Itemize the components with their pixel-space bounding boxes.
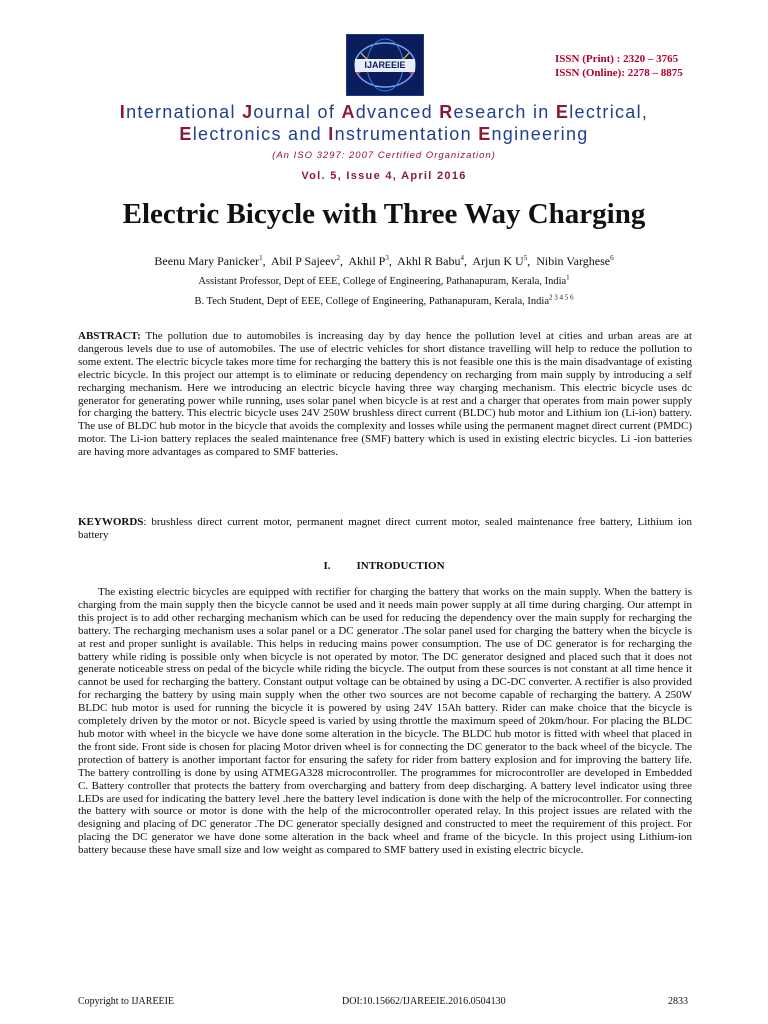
issn-print: ISSN (Print) : 2320 – 3765 [555, 53, 679, 65]
introduction-paragraph: The existing electric bicycles are equipped with rectifier for charging the battery that works on the main supply. When the battery is charging from the main supply then the bicycle cannot be used and it needs main power supply at all time during charging. Our attempt in this project is to add other recharging mechanism which can be used for reducing the dependency over the main supply for recharging the battery. The recharging mechanism uses a solar panel or a DC generator .The solar panel used for charging the battery when the bicycle is at rest and proper sunlight is available. This helps in reducing mains power consumption. The use of DC generator is for recharging the battery while riding is possible only when bicycle is not operated by motor. The DC generator designed and placed such that it does not generate noticeable stress on pedal of the bicycle while riding the bicycle. The output from these sources is not constant at all time hence it cannot be used for recharging the battery. Constant output voltage can be obtained by using a DC-DC converter. A rectifier is also provided for recharging the battery by using main supply when the other two sources are not become capable of recharging the battery. A 250W BLDC hub motor is used for running the bicycle it is powered by using 24V 15Ah battery. Rider can make choice that the bicycle is completely driven by the motor or not. Bicycle speed is varied by using throttle the maximum speed of 20km/hour. For placing the BLDC hub motor with wheel in the bicycle we have done some alteration in the bicycle. The BLDC hub motor is fitted with wheel that placed in the front side. Front side is chosen for placing Motor driven wheel is for connecting the DC generator to the back wheel of the bicycle. The protection of battery is another important factor for ensuring the safety for rider from battery explosion and for improving the battery life. The battery controlling is done by using ATMEGA328 microcontroller. The programmes for microcontroller are developed in Embedded C. Battery controller that protects the battery from overcharging and battery from deep discharging. A battery level indicator using three LEDs are used for indicating the battery level .here the battery level indication is done with the help of the microcontroller. For connecting the battery with source or motor is done with the help of the microcontroller operated relay. In this project issues are related with the designing and placing of DC generator .The DC generator specially designed and constructed to meet the requirement of this project. For placing the DC generator we have done some alteration in the back wheel and frame of the bicycle. In this project using Lithium-ion battery because these have small size and low weight as compared to SMF battery used in existing electric bicycle. [78, 586, 692, 857]
journal-logo [346, 34, 424, 96]
journal-name-part: esearch in [453, 102, 556, 122]
author-name: Arjun K U [472, 254, 524, 268]
journal-name-part: ngineering [491, 124, 589, 144]
journal-name-part: nternational [126, 102, 243, 122]
affiliation-sup: 2 3 4 5 6 [549, 293, 574, 302]
journal-name-line1 [0, 102, 768, 123]
journal-name-part: A [341, 102, 356, 122]
keywords [78, 516, 692, 542]
footer-copyright: Copyright to IJAREEIE [78, 996, 175, 1007]
journal-name-part: ournal of [253, 102, 342, 122]
journal-name-part: E [478, 124, 492, 144]
author-name: Beenu Mary Panicker [154, 254, 260, 268]
journal-name-part: I [328, 124, 335, 144]
affiliation-text: B. Tech Student, Dept of EEE, College of Engineering, Pathanapuram, Kerala, India [194, 296, 549, 307]
section-heading [0, 560, 768, 572]
affiliation-text: Assistant Professor, Dept of EEE, College of Engineering, Pathanapuram, Kerala, India [198, 276, 567, 287]
author-name: Nibin Varghese [536, 254, 611, 268]
footer-page-number: 2833 [668, 996, 688, 1007]
iso-note: (An ISO 3297: 2007 Certified Organization) [272, 150, 496, 161]
journal-name-line2 [0, 124, 768, 145]
journal-name-part: dvanced [355, 102, 440, 122]
journal-name-part: E [179, 124, 193, 144]
journal-name-part: I [119, 102, 127, 122]
author-name: Akhl R Babu [397, 254, 461, 268]
keywords-label: KEYWORDS [78, 516, 144, 528]
author-list: Beenu Mary Panicker$^1$, Abil P Sajeev$^2$, Akhil $P^3$, Akhl R Babu$^4$, Arjun K $U^5$, Nibin Varghese$^6$ [154, 254, 614, 268]
author-name: Akhil P [348, 254, 386, 268]
affiliation-1 [0, 273, 768, 287]
journal-name-part: lectronics and [192, 124, 329, 144]
author-sup: 4 [460, 254, 465, 262]
keywords-text: : brushless direct current motor, permanent magnet direct current motor, sealed maintenance free battery, Lithium ion battery [78, 516, 692, 541]
section-number: I. [323, 560, 331, 572]
journal-name-part: nstrumentation [334, 124, 479, 144]
journal-name-part: E [555, 102, 570, 122]
journal-name-part: J [242, 102, 254, 122]
issn-online: ISSN (Online): 2278 – 8875 [555, 67, 683, 79]
abstract-text: The pollution due to automobiles is increasing day by day hence the pollution level at cities and urban areas are at dangerous levels due to use of automobiles. The use of electric vehicles for short distance travelling will help to reduce the pollution to some extent. The electric bicycle takes more time for recharging the battery this is not feasible one this is the main disadvantage of existing electric bicycle. In this project our attempt is to eliminate or reducing dependency on recharging from main supply by introducing a self recharging mechanism. Here we introducing an electric bicycle having three way charging mechanism. This electric bicycle uses dc generator for generating power while running, uses solar panel when bicycle is at rest and a charger that operates from main power supply for charging the battery. This electric bicycle uses 24V 250W brushless direct current (BLDC) hub motor and Lithium ion (Li-ion) battery. The use of BLDC hub motor in the bicycle that avoids the complexity and losses while using the permanent magnet direct current (PMDC) motor. The Li-ion battery replaces the sealed maintenance free (SMF) battery which is used in existing electric bicycles. Li -ion batteries are having more advantages as compared to SMF batteries. [78, 330, 692, 459]
journal-name-part: R [439, 102, 454, 122]
author-sup: 1 [259, 254, 263, 262]
affiliation-sup: 1 [566, 273, 570, 282]
author-name: Abil P Sajeev [270, 254, 337, 268]
abstract-label: ABSTRACT: [78, 330, 141, 342]
footer-doi: DOI:10.15662/IJAREEIE.2016.0504130 [342, 996, 506, 1007]
author-sup: 6 [610, 254, 614, 262]
author-sup: 3 [385, 254, 389, 262]
affiliation-2 [0, 293, 768, 307]
volume-issue: Vol. 5, Issue 4, April 2016 [301, 170, 467, 182]
author-sup: 2 [336, 254, 340, 262]
issn-block [555, 52, 683, 80]
author-sup: 5 [523, 254, 528, 262]
paper-title: Electric Bicycle with Three Way Charging [122, 198, 646, 230]
abstract [78, 330, 692, 459]
section-title: INTRODUCTION [356, 560, 445, 572]
logo-text: IJAREEIE [364, 60, 406, 70]
journal-name-part: lectrical, [569, 102, 649, 122]
